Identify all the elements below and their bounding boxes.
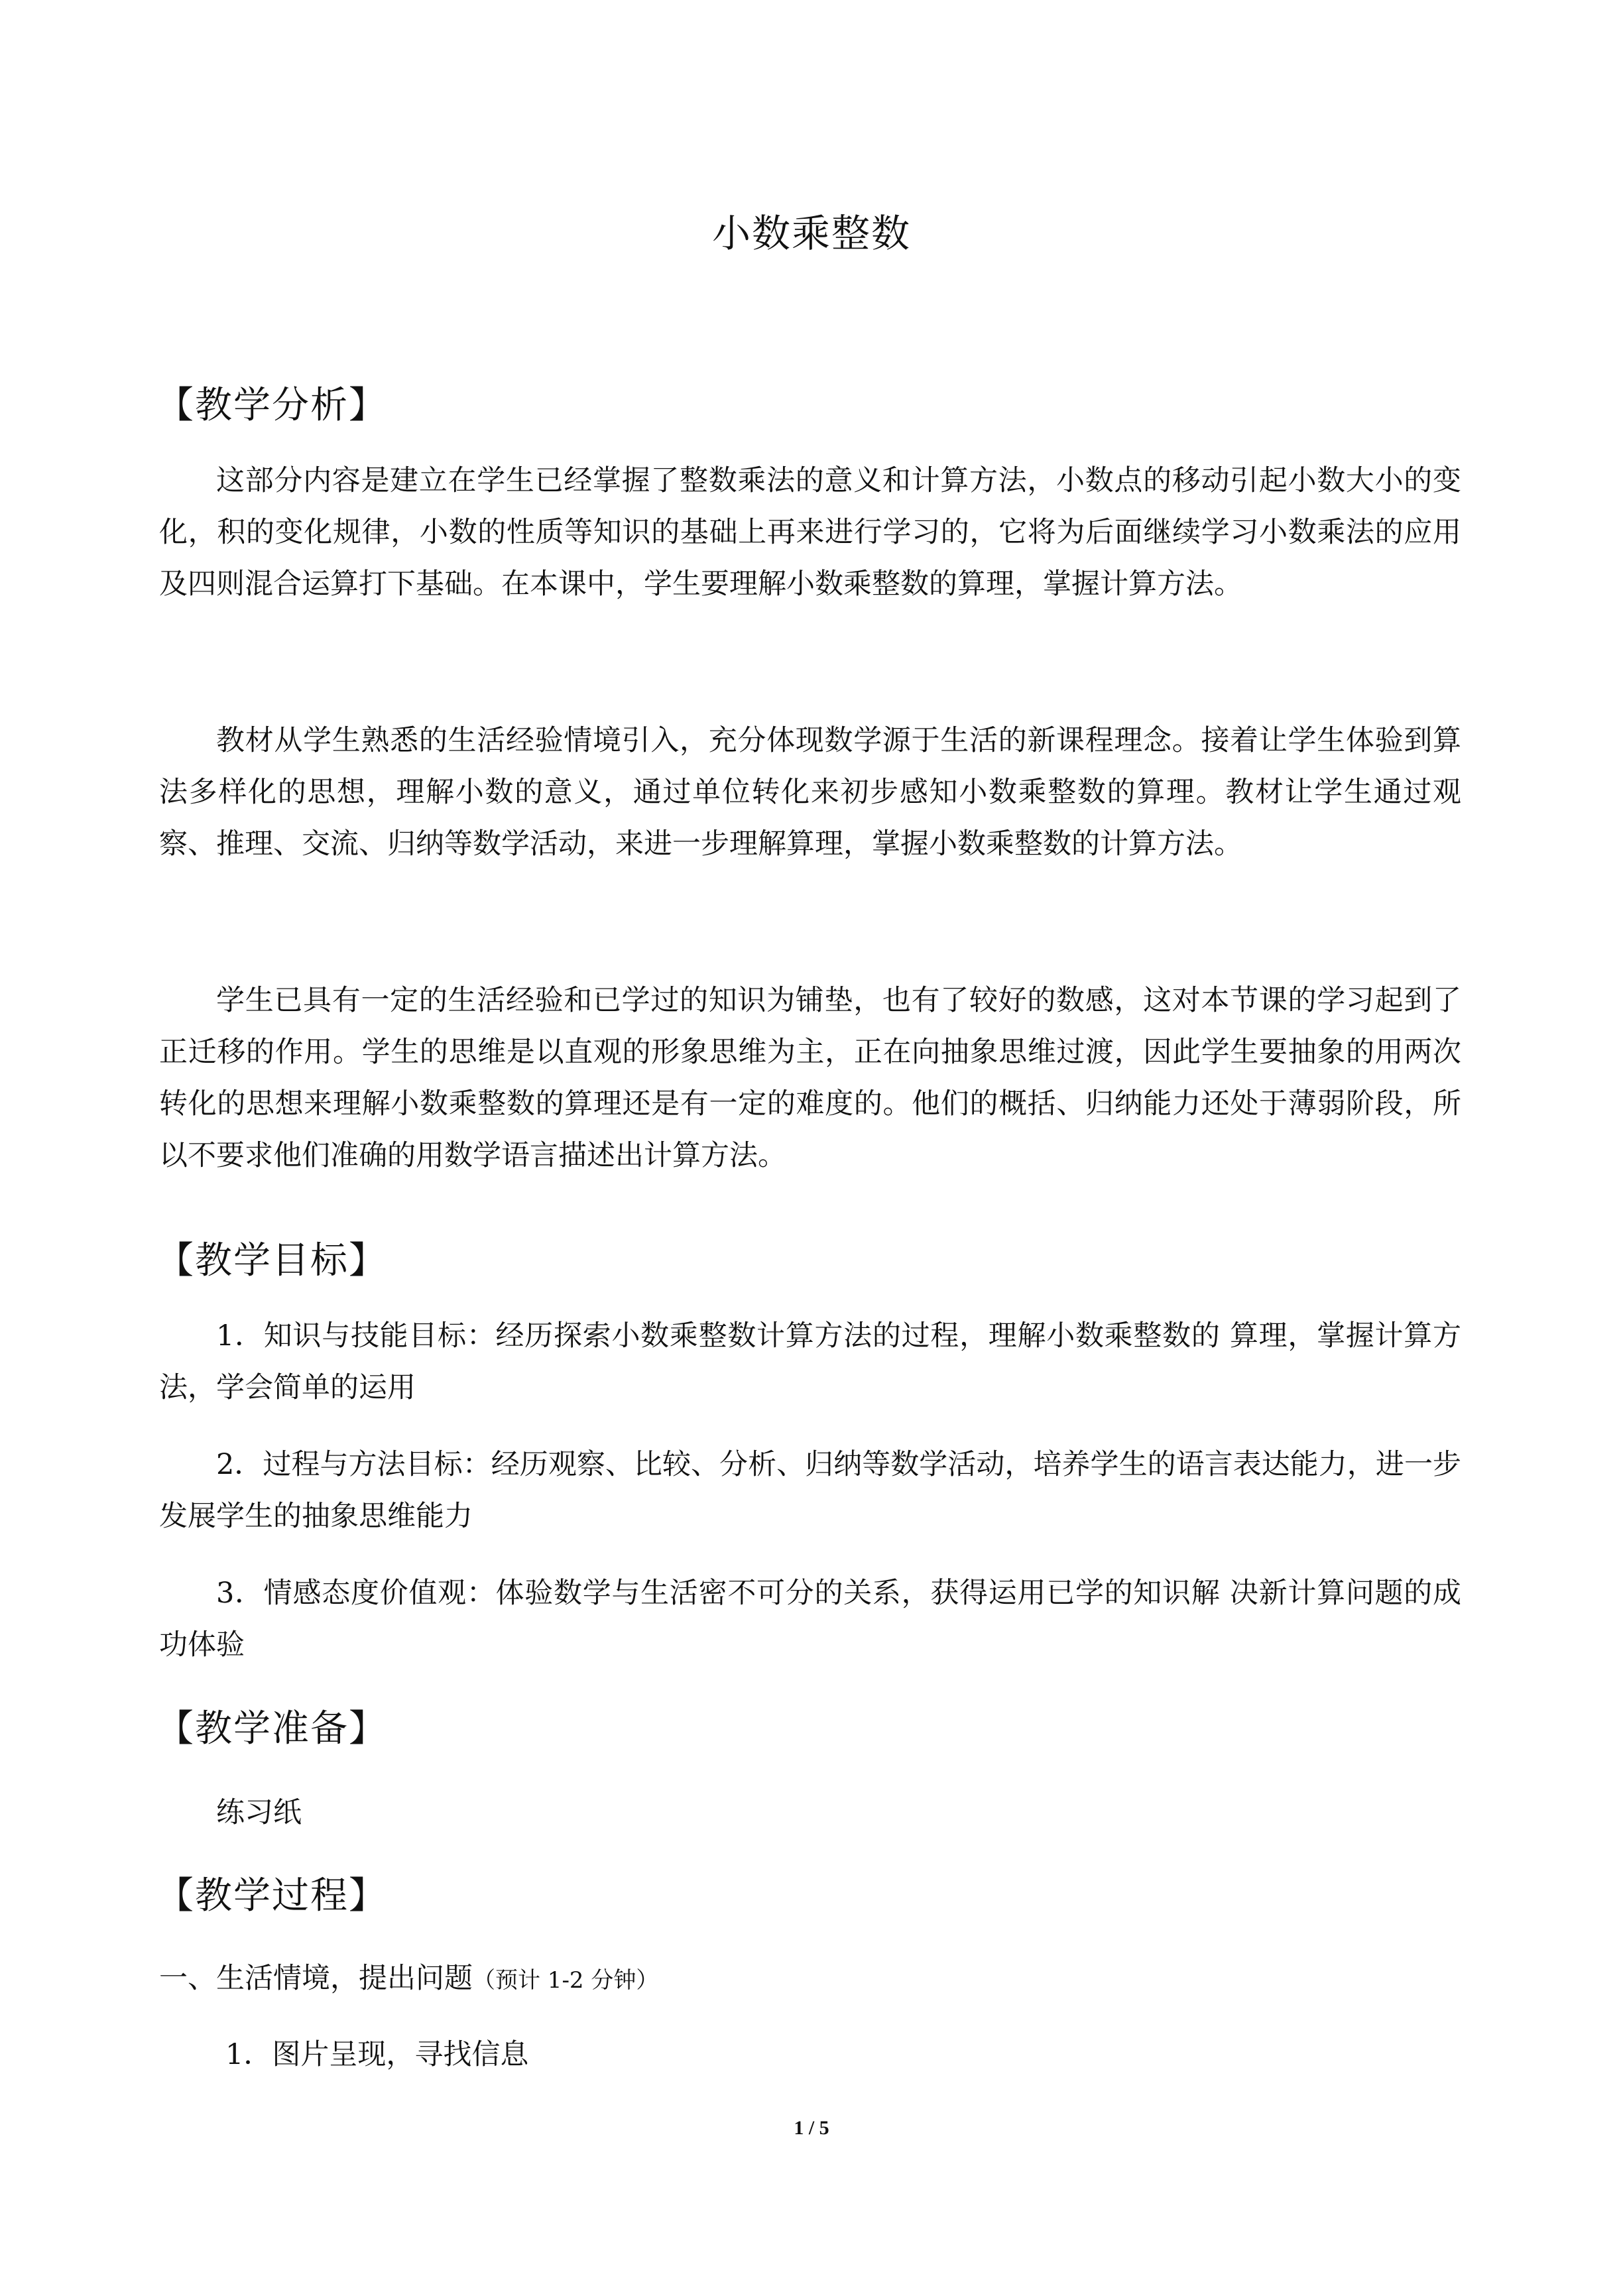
heading-goals: 【教学目标】 — [156, 1239, 387, 1282]
analysis-paragraph-3: 学生已具有一定的生活经验和已学过的知识为铺垫，也有了较好的数感，这对本节课的学习起到了正迁移的作用。学生的思维是以直观的形象思维为主，正在向抽象思维过渡，因此学生要抽象的用两次转化的思想来理解小数乘整数的算理还是有一定的难度的。他们的概括、归纳能力还处于薄弱阶段，所以不要求他们准确的用数学语言描述出计算方法。 — [159, 984, 1461, 1172]
heading-process: 【教学过程】 — [156, 1874, 387, 1917]
goal-item-2: 2．过程与方法目标：经历观察、比较、分析、归纳等数学活动，培养学生的语言表达能力，进一步发展学生的抽象思维能力 — [159, 1448, 1461, 1533]
analysis-paragraph-2: 教材从学生熟悉的生活经验情境引入，充分体现数学源于生活的新课程理念。接着让学生体验到算法多样化的思想，理解小数的意义，通过单位转化来初步感知小数乘整数的算理。教材让学生通过观察、推理、交流、归纳等数学活动，来进一步理解算理，掌握小数乘整数的计算方法。 — [159, 724, 1461, 861]
analysis-paragraph-1: 这部分内容是建立在学生已经掌握了整数乘法的意义和计算方法，小数点的移动引起小数大小的变化，积的变化规律，小数的性质等知识的基础上再来进行学习的，它将为后面继续学习小数乘法的应用及四则混合运算打下基础。在本课中，学生要理解小数乘整数的算理，掌握计算方法。 — [159, 464, 1461, 601]
document-title: 小数乘整数 — [711, 211, 911, 256]
page-number: 1 / 5 — [794, 2117, 829, 2139]
heading-prep: 【教学准备】 — [156, 1707, 387, 1750]
process-step-1 — [159, 1953, 658, 2006]
process-sub-1: 1．图片呈现，寻找信息 — [225, 2038, 529, 2071]
process-step-1-note: （预计 1-2 分钟） — [473, 1967, 659, 1994]
process-step-1-text: 一、生活情境，提出问题 — [159, 1962, 473, 1995]
heading-analysis: 【教学分析】 — [156, 384, 387, 427]
goal-item-3: 3．情感态度价值观：体验数学与生活密不可分的关系，获得运用已学的知识解 决新计算问题的成功体验 — [159, 1577, 1461, 1662]
prep-text: 练习纸 — [216, 1796, 302, 1829]
goal-item-1: 1．知识与技能目标：经历探索小数乘整数计算方法的过程，理解小数乘整数的 算理，掌握计算方法，学会简单的运用 — [159, 1319, 1461, 1404]
